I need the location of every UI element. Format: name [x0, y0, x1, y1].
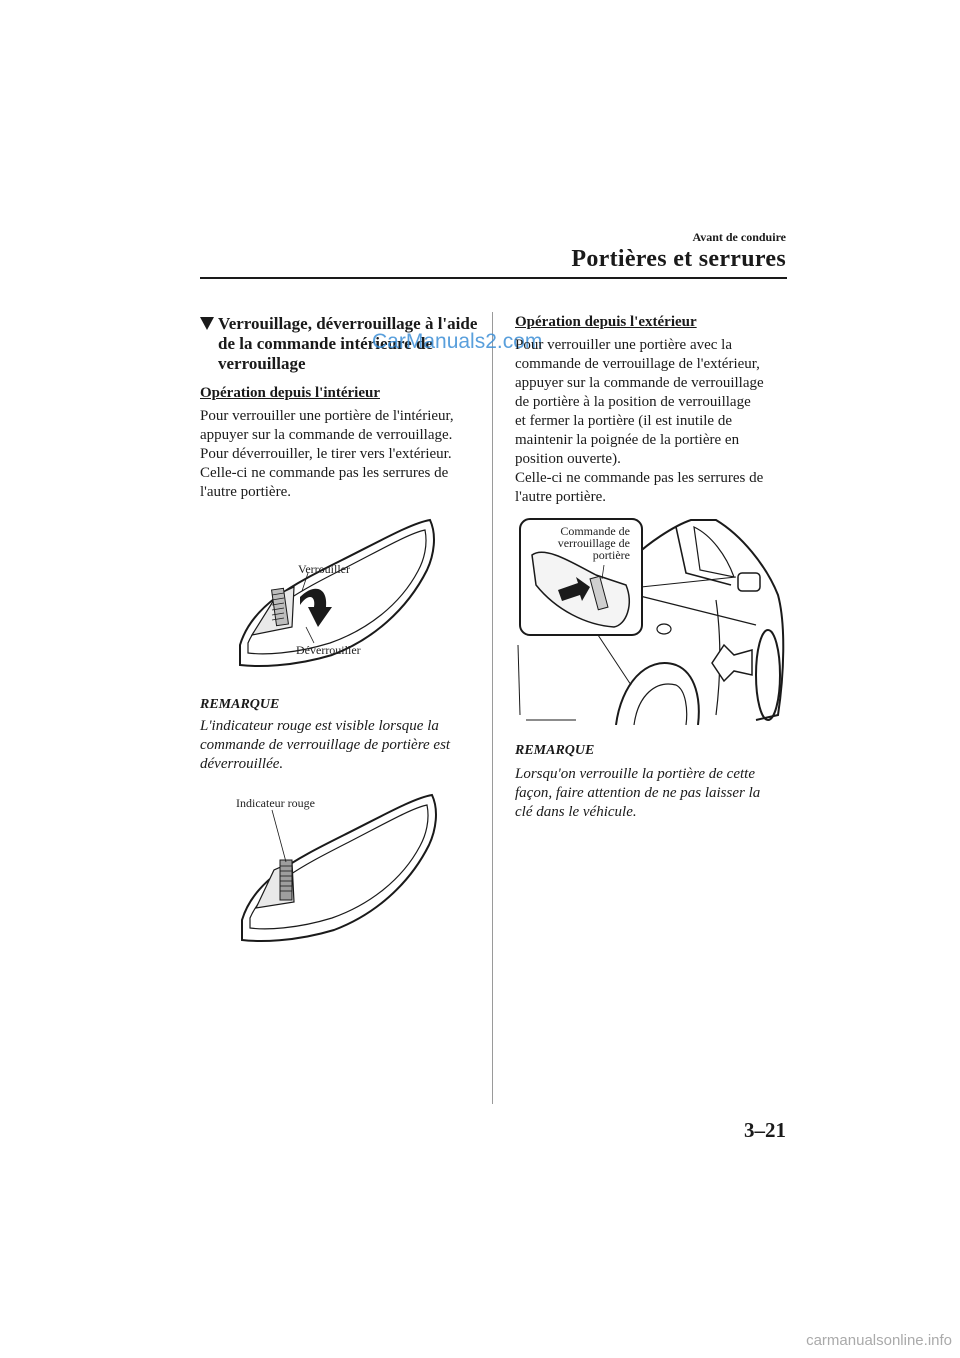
column-divider: [492, 312, 493, 1104]
note-line: déverrouillée.: [200, 756, 284, 772]
figure-red-indicator: [234, 790, 444, 950]
note-line: L'indicateur rouge est visible lorsque la: [200, 718, 439, 734]
body-line: commande de verrouillage de l'extérieur,: [515, 356, 760, 372]
note-title: REMARQUE: [515, 743, 595, 758]
label-lock: Verrouiller: [298, 562, 350, 576]
car-window: [694, 527, 734, 577]
footer-watermark: carmanualsonline.info: [806, 1332, 952, 1349]
ground-line: [518, 645, 520, 715]
door-trim-outline: [242, 795, 436, 941]
watermark: CarManuals2.com: [372, 330, 543, 353]
section-heading-text: Verrouillage, déverrouillage à l'aide de la commande intérieure de verrouillage: [218, 314, 478, 373]
body-line: Pour verrouiller une portière de l'intérieur,: [200, 408, 454, 424]
door-arrow-icon: [712, 645, 752, 681]
label-red-indicator: Indicateur rouge: [236, 796, 315, 810]
triangle-marker-icon: [200, 317, 214, 330]
body-line: l'autre portière.: [515, 489, 606, 505]
body-exterior: [515, 336, 790, 507]
label-line: Commande de: [560, 524, 630, 538]
body-line: l'autre portière.: [200, 484, 291, 500]
rear-wheel: [634, 684, 687, 725]
body-line: position ouverte).: [515, 451, 621, 467]
car-window-frame: [676, 527, 731, 585]
note-line: façon, faire attention de ne pas laisser la: [515, 785, 761, 801]
note-line: clé dans le véhicule.: [515, 804, 637, 820]
label-line: verrouillage de: [557, 536, 630, 550]
car-roof-line: [626, 520, 783, 720]
header-rule: [200, 277, 787, 279]
note-text: [200, 717, 490, 774]
page-number: 3–21: [744, 1118, 786, 1142]
car-character-line: [636, 595, 756, 625]
body-line: Celle-ci ne commande pas les serrures de: [515, 470, 764, 486]
body-line: Pour verrouiller une portière avec la: [515, 337, 732, 353]
label-unlock: Déverrouiller: [296, 643, 361, 657]
leader-line: [272, 810, 286, 862]
body-line: maintenir la poignée de la portière en: [515, 432, 740, 448]
page-title: Portières et serrures: [571, 246, 786, 272]
note-text: [515, 765, 790, 822]
subheading-exterior: Opération depuis l'extérieur: [515, 314, 697, 330]
fuel-cap: [657, 624, 671, 634]
label-line: portière: [592, 548, 630, 562]
body-interior: [200, 407, 490, 502]
note-title: REMARQUE: [200, 697, 280, 712]
body-line: de portière à la position de verrouillage: [515, 394, 751, 410]
label-door-lock-switch: [532, 525, 630, 561]
note-line: Lorsqu'on verrouille la portière de cette: [515, 766, 755, 782]
subheading-interior: Opération depuis l'intérieur: [200, 385, 380, 401]
body-line: appuyer sur la commande de verrouillage: [515, 375, 764, 391]
body-line: Pour déverrouiller, le tirer vers l'extérieur.: [200, 446, 452, 462]
body-line: appuyer sur la commande de verrouillage.: [200, 427, 453, 443]
note-line: commande de verrouillage de portière est: [200, 737, 451, 753]
leader-line: [598, 635, 631, 685]
front-wheel: [756, 630, 780, 720]
body-line: Celle-ci ne commande pas les serrures de: [200, 465, 449, 481]
side-mirror: [738, 573, 760, 591]
body-line: et fermer la portière (il est inutile de: [515, 413, 732, 429]
chapter-label: Avant de conduire: [692, 230, 786, 244]
